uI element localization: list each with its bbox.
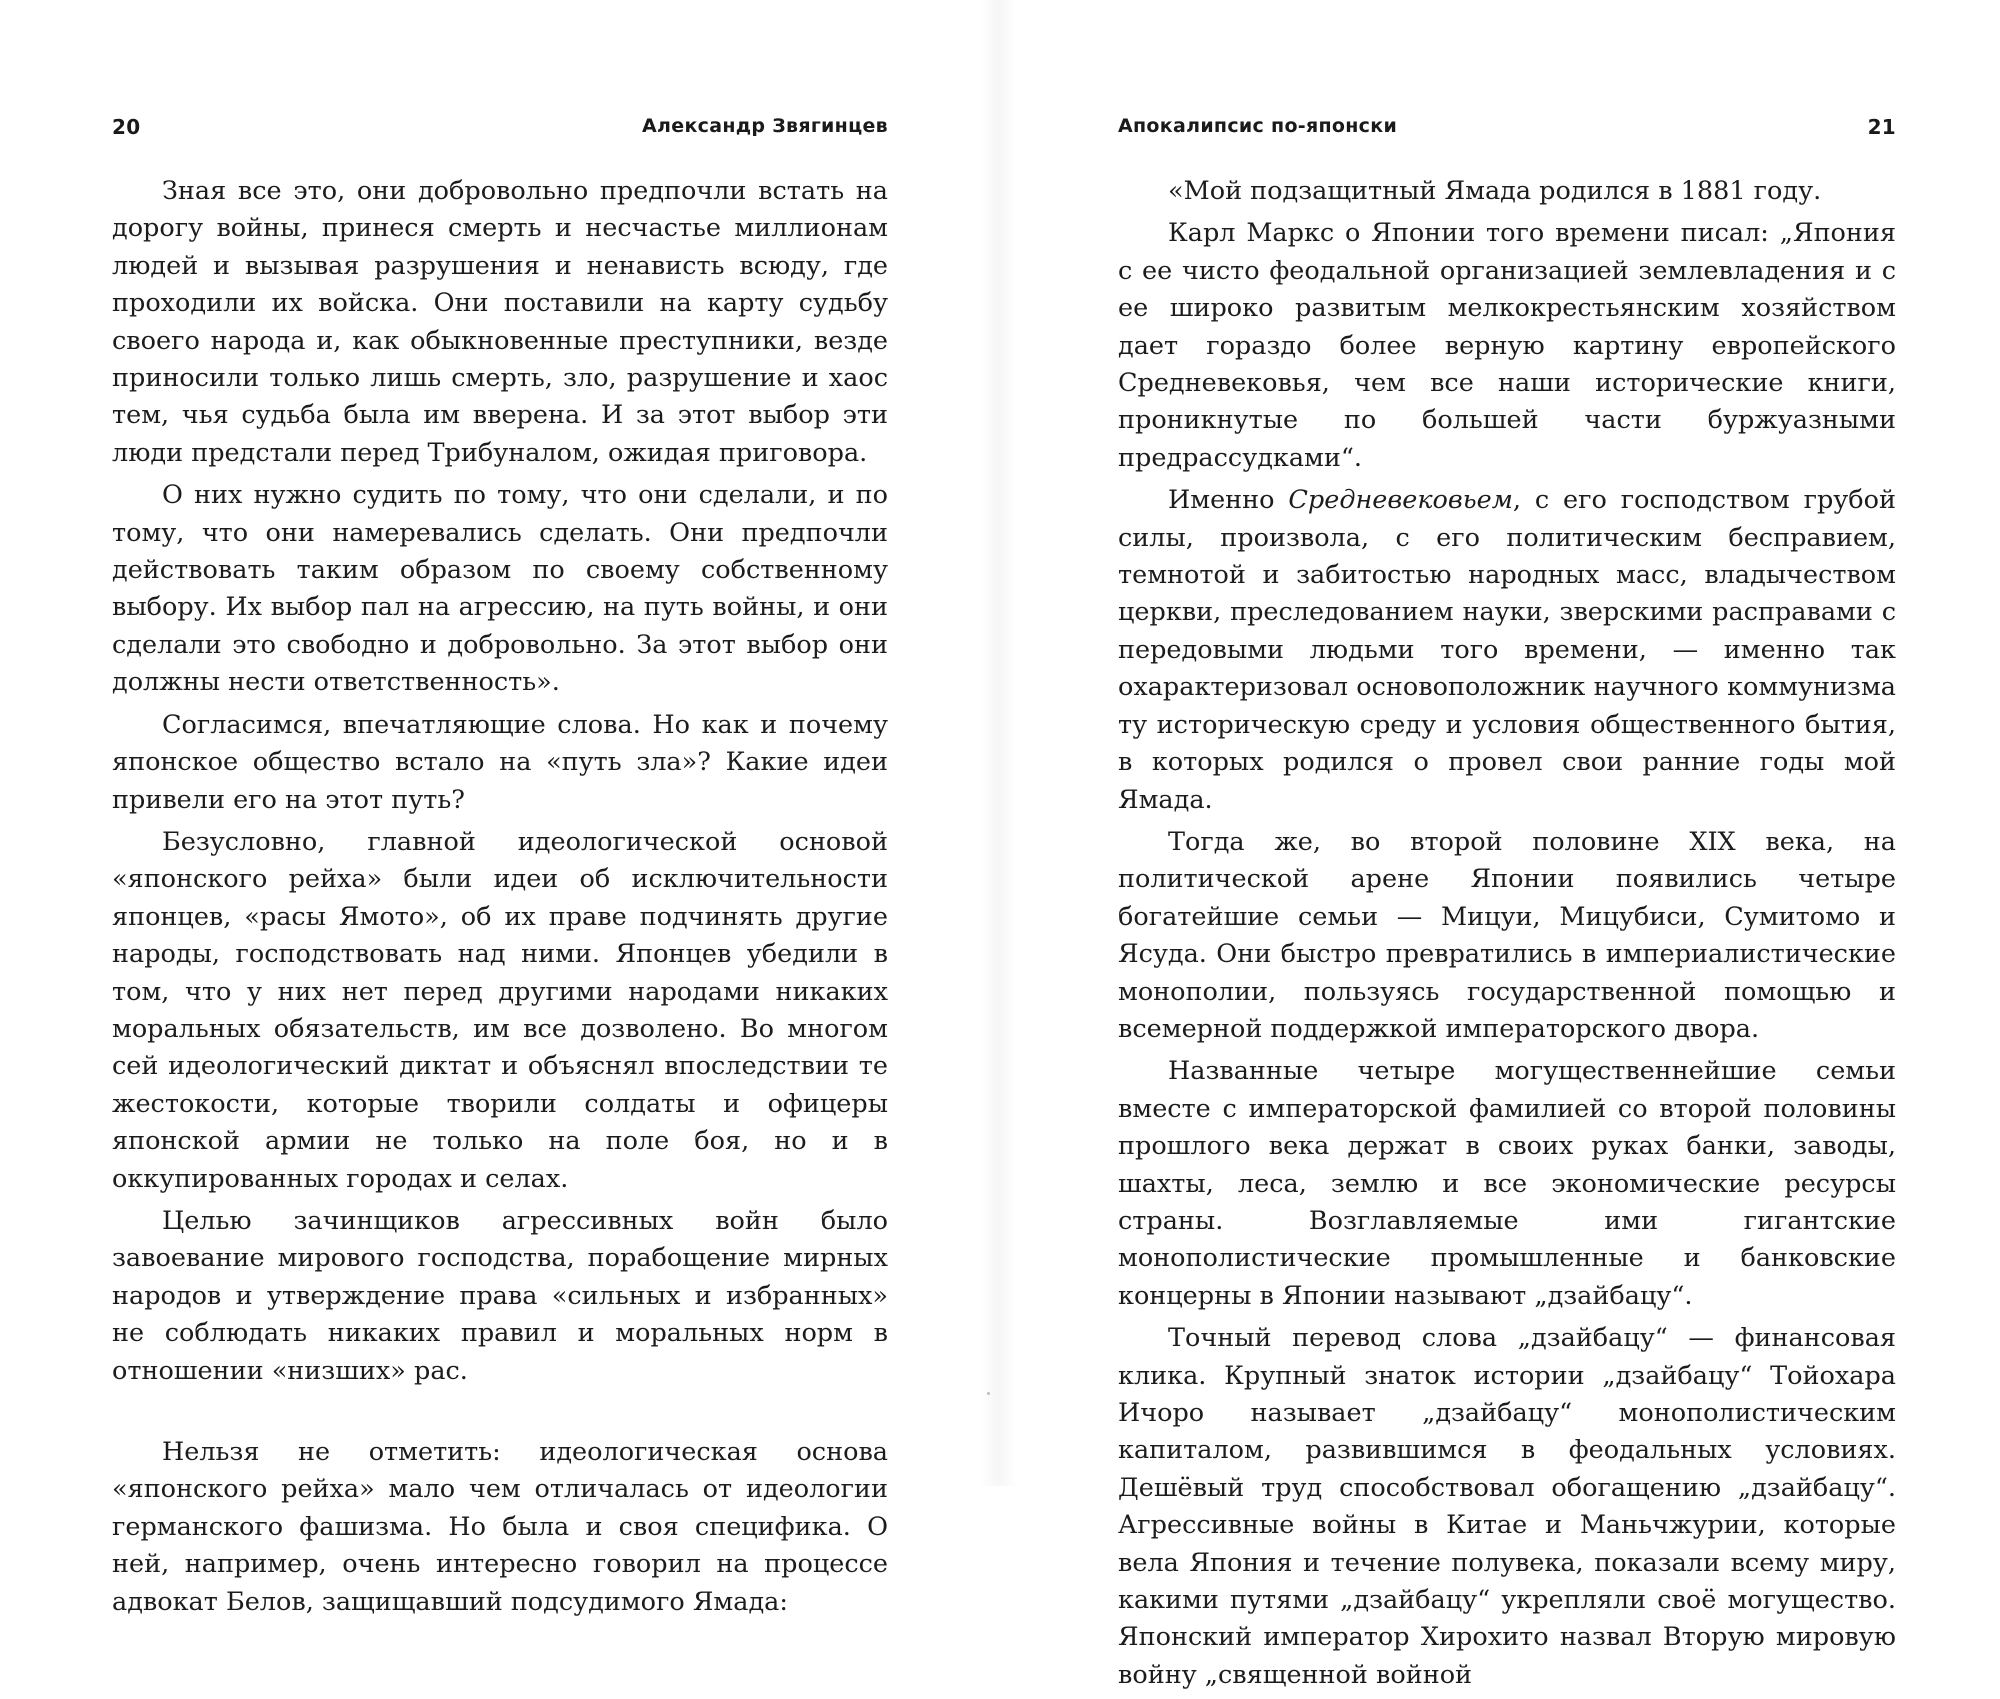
left-running-head	[112, 115, 888, 145]
emphasis-rest: , с его господством грубой силы, произвола, с его политическим бесправием, темнотой и забитостью народных масс, владычеством церкви, преследованием науки, зверскими расправами с передовыми людьми того времени, — именно так охарактеризовал основоположник научного коммунизма ту историческую среду и условия общественного бытия, в которых родился о провел свои ранние годы мой Ямада.	[1118, 485, 1897, 815]
left-page-number: 20	[112, 115, 141, 139]
emphasis-word: Средневековьем	[1288, 485, 1513, 516]
paragraph: Тогда же, во второй половине XIX века, на политической арене Японии появились четыре богатейшие семьи — Мицуи, Мицубиси, Сумитомо и Ясуда. Они быстро превратились в империалистические монополии, пользуясь государственной помощью и всемерной поддержкой императорского двора.	[1118, 826, 1896, 1044]
paragraph: О них нужно судить по тому, что они сделали, и по тому, что они намеревались сделать. Они предпочли действовать таким образом по своему собственному выбору. Их выбор пал на агрессию, на путь войны, и они сделали это свободно и добровольно. За этот выбор они должны нести ответственность».	[112, 480, 888, 698]
right-page	[1118, 0, 1897, 1690]
paragraph: «Мой подзащитный Ямада родился в 1881 году.	[1168, 176, 1822, 206]
paragraph: Согласимся, впечатляющие слова. Но как и почему японское общество встало на «путь зла»? Какие идеи привели его на этот путь?	[112, 709, 888, 815]
paragraph: Целью зачинщиков агрессивных войн было завоевание мирового господства, порабощение мирных народов и утверждение права «сильных и избранных» не соблюдать никаких правил и моральных норм в отношении «низших» рас.	[112, 1205, 888, 1386]
left-page	[112, 0, 888, 1617]
left-body-text	[112, 173, 888, 1626]
paragraph: Зная все это, они добровольно предпочли встать на дорогу войны, принеся смерть и несчастье миллионам людей и вызывая разрушения и ненависть всюду, где проходили их войска. Они поставили на карту судьбу своего народа и, как обыкновенные преступники, везде приносили только лишь смерть, зло, разрушение и хаос тем, чья судьба была им вверена. И за этот выбор эти люди предстали перед Трибуналом, ожидая приговора.	[112, 176, 888, 468]
right-page-number: 21	[1867, 115, 1896, 139]
paragraph: Карл Маркс о Японии того времени писал: „Япония с ее чисто феодальной организацией землевладения и с ее широко развитым мелкокрестьянским хозяйством дает гораздо более верную картину европейского Средневековья, чем все наши исторические книги, проникнутые по большей части буржуазными предрассудками“.	[1118, 218, 1896, 473]
book-gutter	[980, 0, 1016, 1486]
paragraph: Безусловно, главной идеологической основой «японского рейха» были идеи об исключительности японцев, «расы Ямото», об их праве подчинять другие народы, господствовать над ними. Японцев убедили в том, что у них нет перед другими народами никаких моральных обязательств, им все дозволено. Во многом сей идеологический диктат и объяснял впоследствии те жестокости, которые творили солдаты и офицеры японской армии не только на поле боя, но и в оккупированных городах и селах.	[112, 826, 888, 1194]
right-body-text	[1118, 173, 1896, 1699]
emphasis-lead: Именно	[1168, 485, 1275, 516]
paragraph: Точный перевод слова „дзайбацу“ — финансовая клика. Крупный знаток истории „дзайбацу“ Тойохара Ичоро называет „дзайбацу“ монополистическим капиталом, развившимся в феодальных условиях. Дешёвый труд способствовал обогащению „дзайбацу“. Агрессивные войны в Китае и Маньчжурии, которые вела Япония и течение полувека, показали всему миру, какими путями „дзайбацу“ укрепляли своё могущество. Японский император Хирохито назвал Вторую мировую войну „священной войной	[1118, 1323, 1896, 1690]
page-speck	[987, 1392, 990, 1395]
right-header-title: Апокалипсис по-японски	[1118, 115, 1398, 137]
left-header-author: Александр Звягинцев	[642, 115, 888, 137]
paragraph-with-emphasis	[1118, 482, 1896, 819]
paragraph: Названные четыре могущественнейшие семьи вместе с императорской фамилией со второй половины прошлого века держат в своих руках банки, заводы, шахты, леса, землю и все экономические ресурсы страны. Возглавляемые ими гигантские монополистические промышленные и банковские концерны в Японии называют „дзайбацу“.	[1118, 1056, 1896, 1311]
paragraph: Нельзя не отметить: идеологическая основа «японского рейха» мало чем отличалась от идеологии германского фашизма. Но была и своя специфика. О ней, например, очень интересно говорил на процессе адвокат Белов, защищавший подсудимого Ямада:	[112, 1437, 888, 1617]
right-running-head	[1118, 115, 1896, 145]
